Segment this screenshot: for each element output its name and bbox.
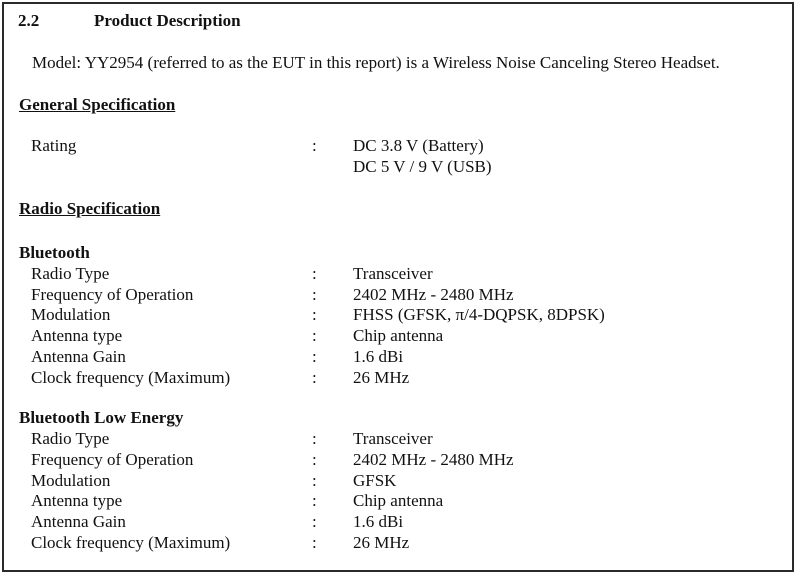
spec-row-separator: : — [312, 326, 317, 345]
spec-row-separator: : — [312, 533, 317, 552]
spec-row-separator: : — [312, 512, 317, 531]
spec-row-label: Modulation — [31, 471, 111, 490]
spec-row-value: 26 MHz — [353, 533, 410, 552]
product-intro: Model: YY2954 (referred to as the EUT in this report) is a Wireless Noise Canceling Stereo Headset. — [32, 53, 720, 72]
spec-row-separator: : — [312, 285, 317, 304]
spec-row-value: Chip antenna — [353, 491, 444, 510]
rating-value-battery: DC 3.8 V (Battery) — [353, 136, 484, 155]
spec-row-label: Clock frequency (Maximum) — [31, 533, 231, 552]
spec-row-separator: : — [312, 429, 317, 448]
bluetooth-group-title: Bluetooth — [19, 243, 90, 262]
spec-row-value: 1.6 dBi — [353, 512, 404, 531]
spec-row-value: FHSS (GFSK, π/4-DQPSK, 8DPSK) — [353, 305, 605, 324]
spec-row-label: Radio Type — [31, 264, 110, 283]
spec-row-value: GFSK — [353, 471, 397, 490]
spec-row-value: Transceiver — [353, 429, 433, 448]
spec-row-label: Antenna Gain — [31, 347, 126, 366]
spec-row-separator: : — [312, 347, 317, 366]
rating-separator: : — [312, 136, 317, 155]
spec-row-value: 1.6 dBi — [353, 347, 404, 366]
spec-row-label: Radio Type — [31, 429, 110, 448]
spec-row-label: Antenna type — [31, 491, 123, 510]
spec-row-label: Frequency of Operation — [31, 450, 194, 469]
spec-row-value: 2402 MHz - 2480 MHz — [353, 450, 514, 469]
radio-spec-heading: Radio Specification — [19, 199, 161, 218]
spec-row-label: Antenna Gain — [31, 512, 126, 531]
spec-row-label: Antenna type — [31, 326, 123, 345]
section-title: Product Description — [94, 11, 241, 30]
spec-row-separator: : — [312, 491, 317, 510]
spec-row-separator: : — [312, 368, 317, 387]
rating-value-usb: DC 5 V / 9 V (USB) — [353, 157, 492, 176]
spec-row-value: Chip antenna — [353, 326, 444, 345]
section-number: 2.2 — [18, 11, 40, 30]
spec-row-separator: : — [312, 305, 317, 324]
spec-row-separator: : — [312, 450, 317, 469]
spec-row-separator: : — [312, 471, 317, 490]
spec-row-label: Frequency of Operation — [31, 285, 194, 304]
spec-row-value: Transceiver — [353, 264, 433, 283]
rating-label: Rating — [31, 136, 77, 155]
spec-row-separator: : — [312, 264, 317, 283]
spec-row-value: 26 MHz — [353, 368, 410, 387]
spec-row-value: 2402 MHz - 2480 MHz — [353, 285, 514, 304]
general-spec-heading: General Specification — [19, 95, 176, 114]
ble-group-title: Bluetooth Low Energy — [19, 408, 184, 427]
spec-row-label: Modulation — [31, 305, 111, 324]
spec-row-label: Clock frequency (Maximum) — [31, 368, 231, 387]
